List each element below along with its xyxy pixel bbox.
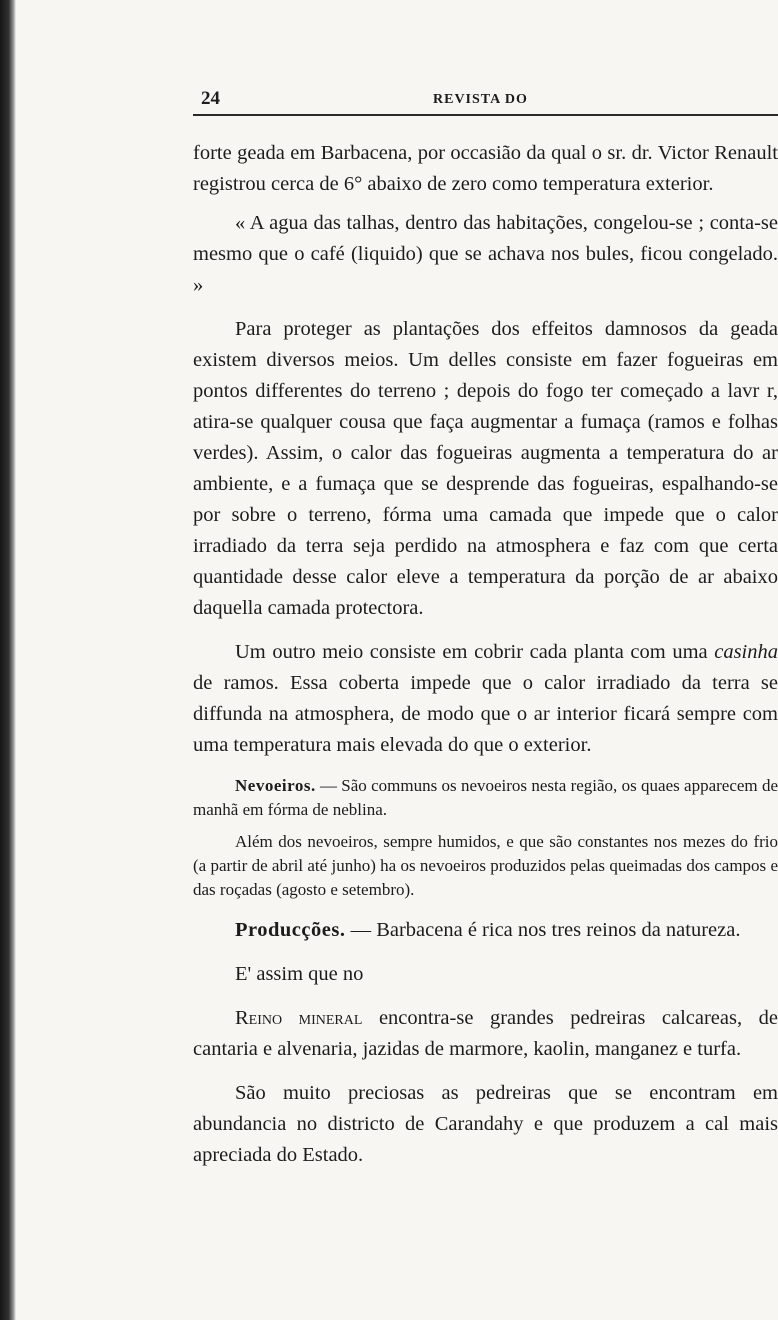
paragraph-nevoeiros-note: Além dos nevoeiros, sempre humidos, e que são constantes nos mezes do frio (a partir de abril até junho) ha os nevoeiros produzidos pelas queimadas dos campos e das roçadas (agosto e setembro). (193, 832, 778, 899)
producoes-heading: Producções. (235, 919, 346, 941)
paragraph-protection: Para proteger as plantações dos effeitos damnosos da geada existem diversos meios. Um delles consiste em fazer fogueiras em pontos differentes do terreno ; depois do fogo ter começado a lavr r, atira-se qualquer cousa que faça augmentar a fumaça (ramos e folhas verdes). Assim, o calor das fogueiras augmenta a temperatura do ar ambiente, e a fumaça que se desprende das fogueiras, espalhando-se por sobre o terreno, fórma uma camada que impede que o calor irradiado da terra seja perdido na atmosphera e faz com que certa quantidade desse calor eleve a temperatura da porção de ar abaixo daquella camada protectora. (193, 318, 778, 619)
page-body (193, 138, 778, 1171)
reino-heading: Reino mineral (235, 1007, 363, 1029)
book-spine-shadow (0, 0, 16, 1320)
paragraph-geada: forte geada em Barbacena, por occasião da qual o sr. dr. Victor Renault registrou cerca de 6° abaixo de zero como temperatura exterior. (193, 142, 778, 195)
paragraph-short-line: E' assim que no (235, 963, 364, 985)
running-head (193, 88, 778, 116)
page-number: 24 (201, 88, 220, 109)
paragraph-pedreiras: São muito preciosas as pedreiras que se encontram em abundancia no districto de Carandahy e que produzem a cal mais apreciada do Estado. (193, 1082, 778, 1166)
running-head-title: REVISTA DO (433, 92, 528, 107)
casinha-emphasis: casinha (714, 641, 778, 663)
book-page (193, 88, 778, 1171)
nevoeiros-heading: Nevoeiros. (235, 776, 316, 795)
paragraph-reino-mineral (193, 1003, 778, 1065)
paragraph-nevoeiros (193, 774, 778, 822)
casinha-text-before: Um outro meio consiste em cobrir cada planta com uma (235, 641, 715, 663)
paragraph-quote: « A agua das talhas, dentro das habitações, congelou-se ; conta-se mesmo que o café (liquido) que se achava nos bules, ficou congelado. » (193, 212, 778, 296)
paragraph-casinha (193, 637, 778, 761)
reino-text: encontra-se grandes pedreiras calcareas, de cantaria e alvenaria, jazidas de marmore, kaolin, manganez e turfa. (193, 1007, 778, 1060)
paragraph-producoes (193, 915, 778, 946)
producoes-text: — Barbacena é rica nos tres reinos da natureza. (345, 919, 741, 941)
nevoeiros-text: — São communs os nevoeiros nesta região, os quaes apparecem de manhã em fórma de neblina. (193, 776, 778, 819)
casinha-text-after: de ramos. Essa coberta impede que o calor irradiado da terra se diffunda na atmosphera, de modo que o ar interior ficará sempre com uma temperatura mais elevada do que o exterior. (193, 672, 778, 756)
